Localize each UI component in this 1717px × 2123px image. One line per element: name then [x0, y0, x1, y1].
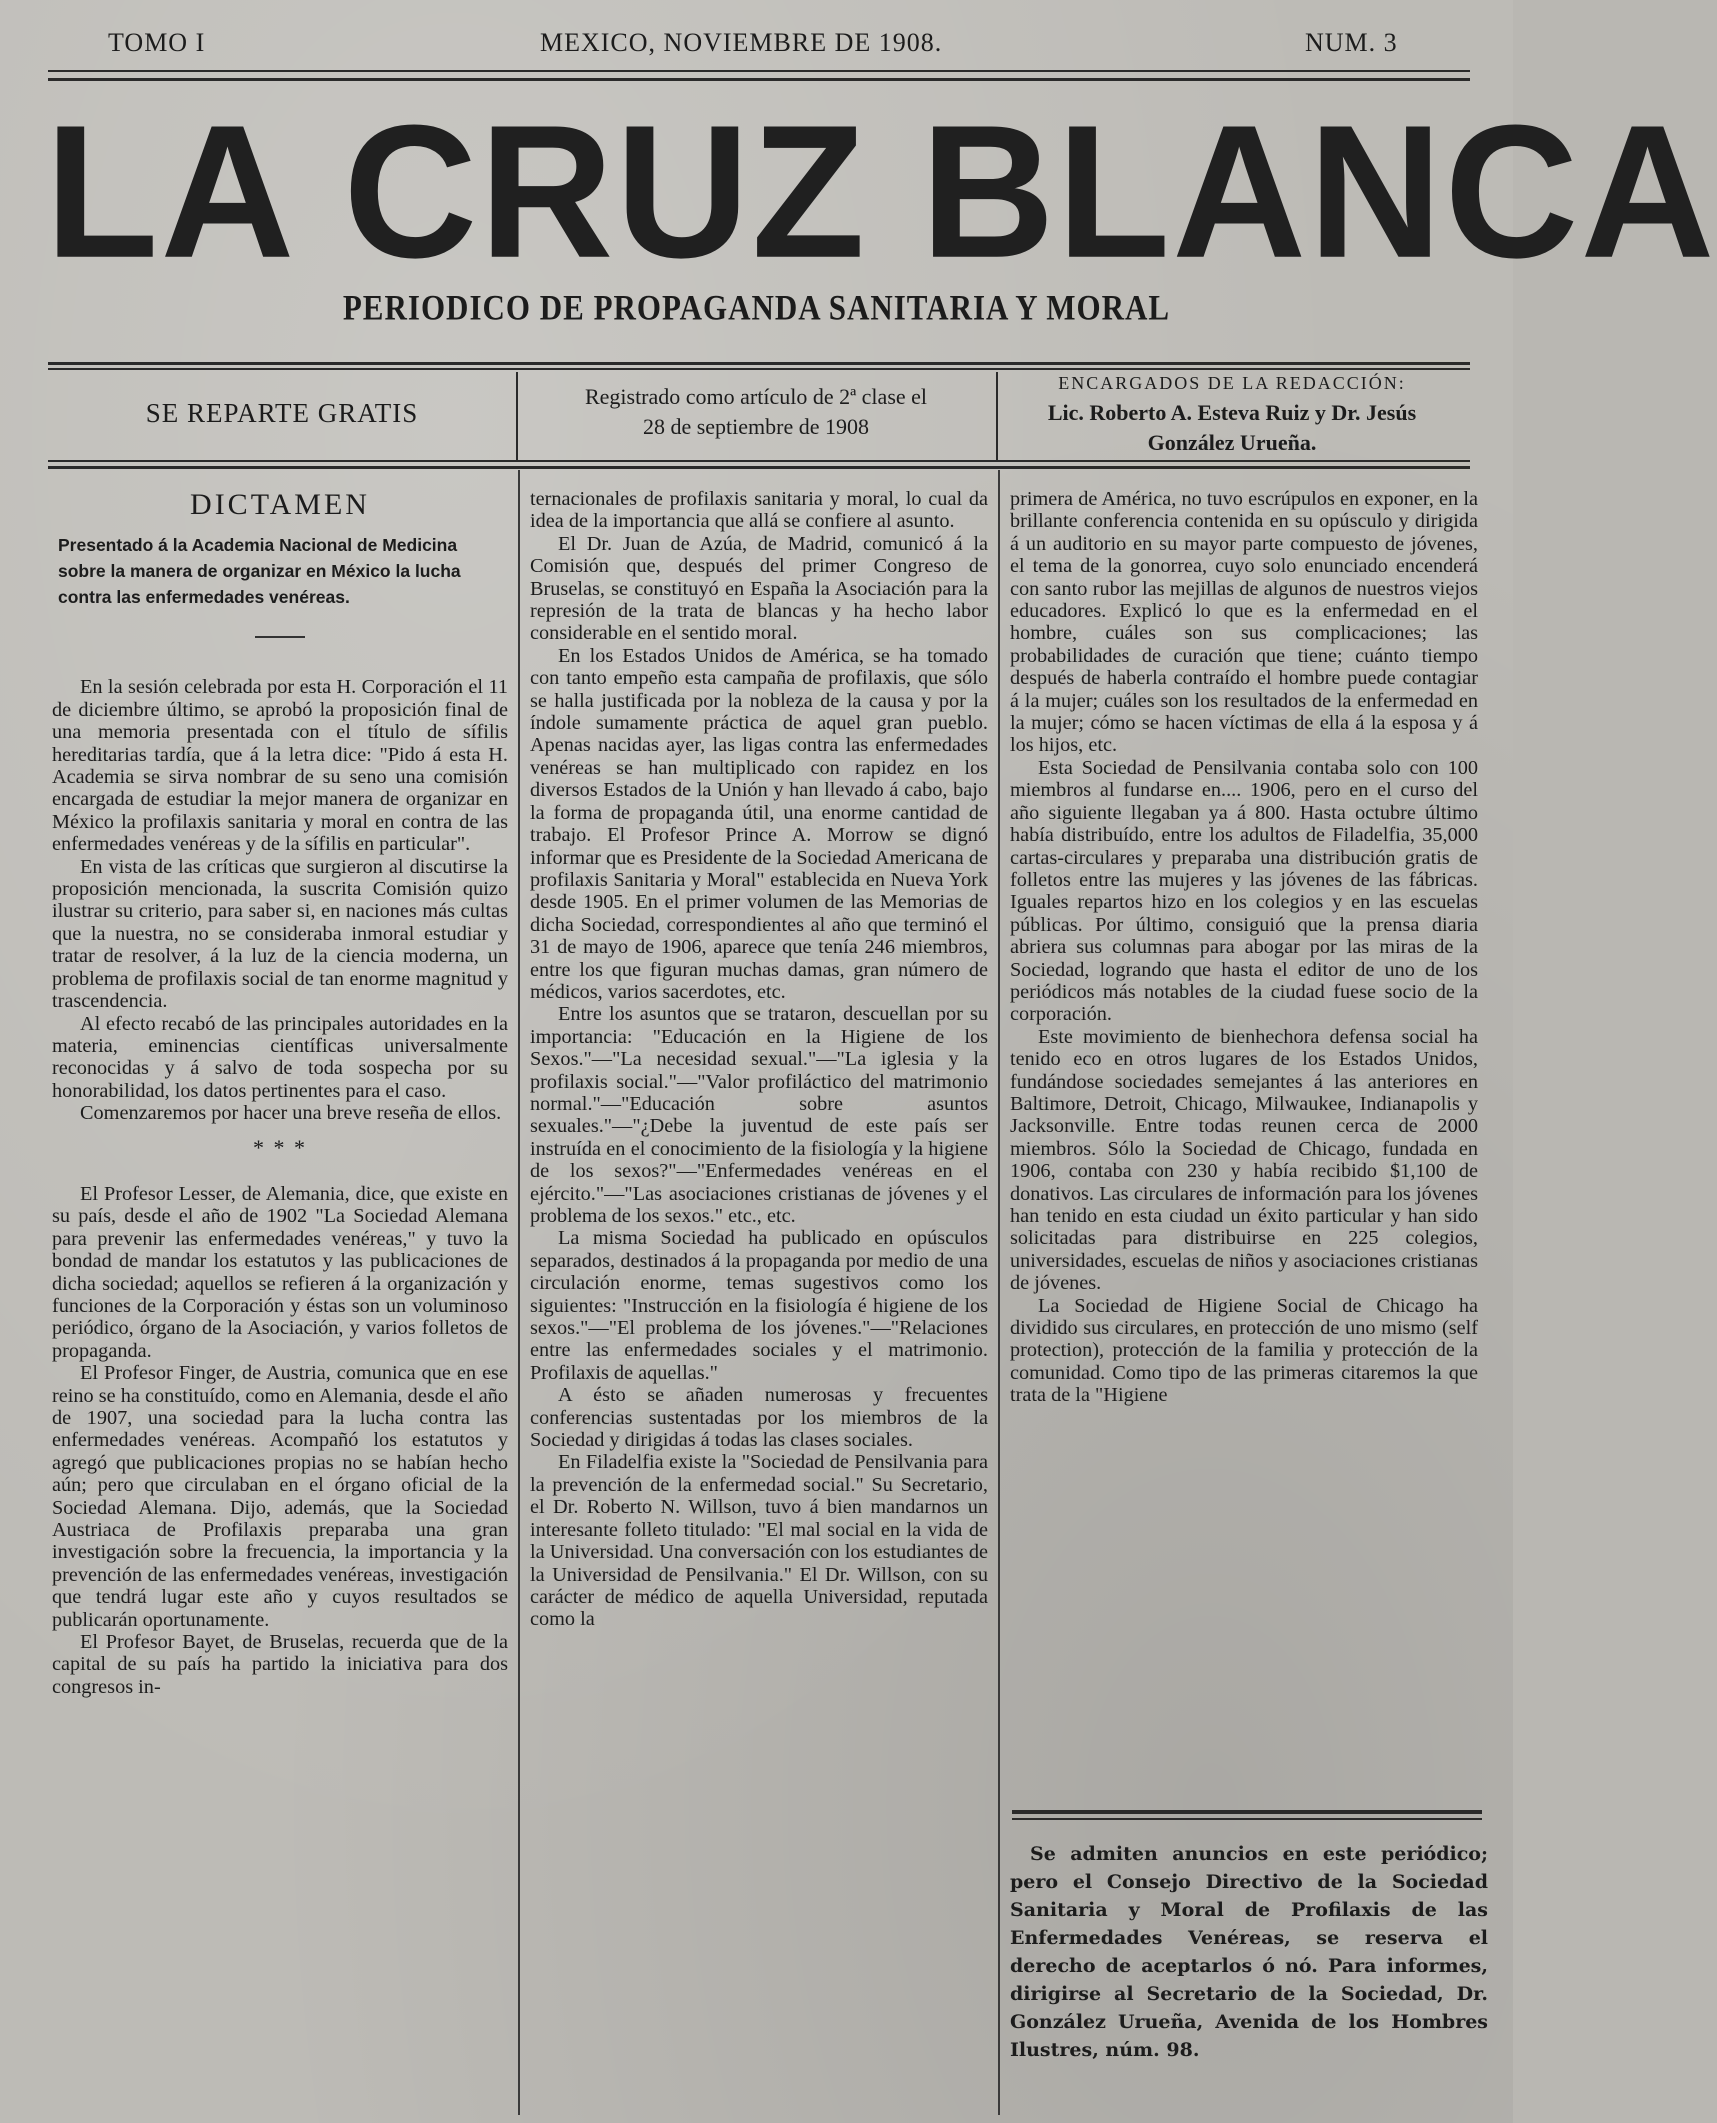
- editors-line-1: Lic. Roberto A. Esteva Ruiz y Dr. Jesús: [1047, 400, 1417, 425]
- column-2: [530, 488, 988, 1631]
- column-divider-1: [518, 470, 520, 2115]
- col1-paragraph: El Profesor Lesser, de Alemania, dice, que existe en su país, desde el año de 1902 "La Sociedad Alemana para prevenir las enfermedades venéreas," y tuvo la bondad de mandar los estatutos y las publicaciones de dicha sociedad; aquellos se refieren á la organización y funciones de la Corporación y éstas son un voluminoso periódico, órgano de la Asociación, y varios folletos de propaganda.: [52, 1182, 508, 1362]
- issue-number: NUM. 3: [1305, 28, 1398, 57]
- header-rule-bottom: [48, 78, 1470, 81]
- header-line: [0, 22, 1513, 62]
- column-3: [1010, 488, 1478, 1407]
- col2-paragraph: El Dr. Juan de Azúa, de Madrid, comunicó á la Comisión que, después del primer Congreso de Bruselas, se constituyó en España la Asociación para la represión de la trata de blancas y ha hecho labor considerable en el sentido moral.: [530, 532, 988, 645]
- column-divider-2: [998, 470, 1000, 2115]
- col3-paragraph: primera de América, no tuvo escrúpulos en exponer, en la brillante conferencia contenida en su opúsculo y dirigida á un auditorio en su mayor parte compuesto de jóvenes, el tema de la gonorrea, cuyo solo enunciado encenderá con santo rubor las mejillas de algunos de nuestros viejos educadores. Explicó lo que es la enfermedad en el hombre, cuáles son sus complicaciones; las probabilidades de curación que tiene; cuánto tiempo después de haberla contraído el hombre puede contagiar á la mujer; cuáles son los resultados de la enfermedad en la mujer; cómo se hacen víctimas de ella á la esposa y á los hijos, etc.: [1010, 488, 1478, 757]
- col1-paragraph: El Profesor Bayet, de Bruselas, recuerda que de la capital de su país ha partido la iniciativa para dos congresos in-: [52, 1631, 508, 1698]
- col1-paragraph: En la sesión celebrada por esta H. Corporación el 11 de diciembre último, se aprobó la proposición final de una memoria presentada con el título de sífilis hereditarias tardía, que á la letra dice: "Pido á esta H. Academia se sirva nombrar de su seno una comisión encargada de estudiar la mejor manera de organizar en México la profilaxis sanitaria y moral en contra de las enfermedades venéreas y de la sífilis en particular".: [52, 676, 508, 856]
- col3-paragraph: La Sociedad de Higiene Social de Chicago ha dividido sus circulares, en protección de uno mismo (self protection), protección de la familia y protección de la comunidad. Como tipo de las primeras citaremos la que trata de la "Higiene: [1010, 1294, 1478, 1407]
- registration-line-2: 28 de septiembre de 1908: [642, 414, 870, 439]
- col1-paragraph: En vista de las críticas que surgieron al discutirse la proposición mencionada, la suscrita Comisión quizo ilustrar su criterio, para saber si, en naciones más cultas que la nuestra, no se consideraba inmoral estudiar y tratar de resolver, á la luz de la ciencia moderna, un problema de profilaxis social de tan enorme magnitud y trascendencia.: [52, 855, 508, 1013]
- header-rule-top: [48, 70, 1470, 72]
- col2-paragraph: La misma Sociedad ha publicado en opúsculos separados, destinados á la propaganda por medio de una circulación enorme, temas sugestivos como los siguientes: "Instrucción en la fisiología é higiene de los sexos."—"El problema de los jóvenes."—"Relaciones entre las enfermedades sociales y el matrimonio. Profilaxis de aquellas.": [530, 1227, 988, 1384]
- col2-paragraph: ternacionales de profilaxis sanitaria y moral, lo cual da idea de la importancia que allá se confiere al asunto.: [530, 488, 988, 533]
- registration-note: [518, 368, 994, 458]
- summary-rule: [255, 636, 305, 638]
- info-bar: [48, 368, 1468, 458]
- infobar-rule-bottom: [48, 460, 1470, 462]
- ad-rule-top-2: [1012, 1818, 1482, 1820]
- article-summary: Presentado á la Academia Nacional de Medicina sobre la manera de organizar en México la lucha contra las enfermedades venéreas.: [58, 535, 461, 608]
- editors-note: [996, 368, 1468, 458]
- advertisement-text: Se admiten anuncios en este periódico; pero el Consejo Directivo de la Sociedad Sanitaria y Moral de Profilaxis de las Enfermedades Venéreas, se reserva el derecho de aceptarlos ó nó. Para informes, dirigirse al Secretario de la Sociedad, Dr. González Urueña, Avenida de los Hombres Ilustres, núm. 98.: [1010, 1843, 1488, 2061]
- col2-paragraph: En los Estados Unidos de América, se ha tomado con tanto empeño esta campaña de profilaxis, que sólo se halla justificada por la nobleza de la causa y por la índole sumamente práctica de aquel gran pueblo. Apenas nacidas ayer, las ligas contra las enfermedades venéreas se han multiplicado con rapidez en los diversos Estados de la Unión y han llevado á cabo, bajo la forma de propaganda útil, una enorme cantidad de trabajo. El Profesor Prince A. Morrow se dignó informar que es Presidente de la Sociedad Americana de profilaxis Sanitaria y Moral" establecida en Nueva York desde 1905. En el primer volumen de las Memorias de dicha Sociedad, correspondientes al año que terminó el 31 de mayo de 1906, aparece que tenía 246 miembros, entre los que figuran muchas damas, gran número de médicos, varios sacerdotes, etc.: [530, 644, 988, 1003]
- distribution-note: SE REPARTE GRATIS: [145, 397, 419, 428]
- dateline: MEXICO, NOVIEMBRE DE 1908.: [540, 28, 943, 57]
- article-heading: DICTAMEN: [190, 488, 370, 521]
- editors-line-2: González Urueña.: [1147, 430, 1317, 455]
- advertisement-notice: [1010, 1840, 1488, 2100]
- col2-paragraph: En Filadelfia existe la "Sociedad de Pensilvania para la prevención de la enfermedad social." Su Secretario, el Dr. Roberto N. Willson, tuvo á bien mandarnos un interesante folleto titulado: "El mal social en la vida de la Universidad. Una conversación con los estudiantes de la Universidad de Pensilvania." El Dr. Willson, con su carácter de médico de aquella Universidad, reputada como la: [530, 1451, 988, 1631]
- infobar-rule-top: [48, 362, 1470, 365]
- col3-paragraph: Esta Sociedad de Pensilvania contaba solo con 100 miembros al fundarse en.... 1906, pero en el curso del año siguiente llegaban ya á 800. Hasta octubre último había distribuído, entre los adultos de Filadelfia, 35,000 cartas-circulares y preparaba una distribución gratis de folletos entre las mujeres y las jóvenes de las fábricas. Iguales repartos hizo en los colegios y en las escuelas públicas. Por último, consiguió que la prensa diaria abriera sus columnas para abogar por las miras de la Sociedad, logrando que hasta el editor de uno de los periódicos más notables de la ciudad fuese socio de la corporación.: [1010, 756, 1478, 1026]
- editors-label: ENCARGADOS DE LA REDACCIÓN:: [1058, 373, 1406, 393]
- masthead-subtitle: PERIODICO DE PROPAGANDA SANITARIA Y MORAL: [342, 287, 1171, 328]
- infobar-divider-1: [516, 372, 518, 460]
- registration-line-1: Registrado como artículo de 2ª clase el: [584, 384, 928, 409]
- col3-paragraph: Este movimiento de bienhechora defensa social ha tenido eco en otros lugares de los Estados Unidos, fundándose sociedades semejantes á las anteriores en Baltimore, Detroit, Chicago, Milwaukee, Indianapolis y Jacksonville. Entre todas reunen cerca de 2000 miembros. Sólo la Sociedad de Chicago, fundada en 1906, contaba con 230 y había recibido $1,100 de donativos. Las circulares de información para los jóvenes han tenido en esta ciudad un éxito particular y han sido solicitadas para distribuirse en 225 colegios, universidades, escuelas de niños y asociaciones cristianas de jóvenes.: [1010, 1025, 1478, 1295]
- col1-paragraph: El Profesor Finger, de Austria, comunica que en ese reino se ha constituído, como en Alemania, desde el año de 1907, una sociedad para la lucha contra las enfermedades venéreas. Acompañó los estatutos y agregó que publicaciones propias no se habían hecho aún; pero que circulaban en el órgano oficial de la Sociedad Alemana. Dijo, además, que la Sociedad Austriaca de Profilaxis preparaba una gran investigación sobre la frecuencia, la importancia y la prevención de las enfermedades venéreas, investigación que tendrá lugar este año y cuyos resultados se publicarán oportunamente.: [52, 1362, 508, 1631]
- infobar-divider-2: [996, 372, 998, 460]
- column-1: [52, 488, 508, 1698]
- col2-paragraph: A ésto se añaden numerosas y frecuentes conferencias sustentadas por los miembros de la Sociedad y dirigidas á todas las clases sociales.: [530, 1384, 988, 1452]
- col1-paragraph: Comenzaremos por hacer una breve reseña de ellos.: [80, 1102, 502, 1125]
- volume-label: TOMO I: [108, 28, 206, 57]
- ad-rule-top: [1012, 1810, 1482, 1814]
- section-stars: * * *: [253, 1134, 307, 1160]
- masthead-title: LA CRUZ BLANCA: [45, 85, 1717, 298]
- col1-paragraph: Al efecto recabó de las principales autoridades en la materia, eminencias científicas universalmente reconocidas y á salvo de toda sospecha por su honorabilidad, los datos pertinentes para el caso.: [52, 1012, 508, 1102]
- infobar-rule-bottom-2: [48, 466, 1470, 469]
- col2-paragraph: Entre los asuntos que se trataron, descuellan por su importancia: "Educación en la Higiene de los Sexos."—"La necesidad sexual."—"La iglesia y la profilaxis social."—"Valor profiláctico del matrimonio normal."—"Educación sobre asuntos sexuales."—"¿Debe la juventud de este país ser instruída en el conocimiento de la fisiología y la higiene de los sexos?"—"Enfermedades venéreas en el ejército."—"Las asociaciones cristianas de jóvenes y el problema de los sexos." etc., etc.: [530, 1003, 988, 1227]
